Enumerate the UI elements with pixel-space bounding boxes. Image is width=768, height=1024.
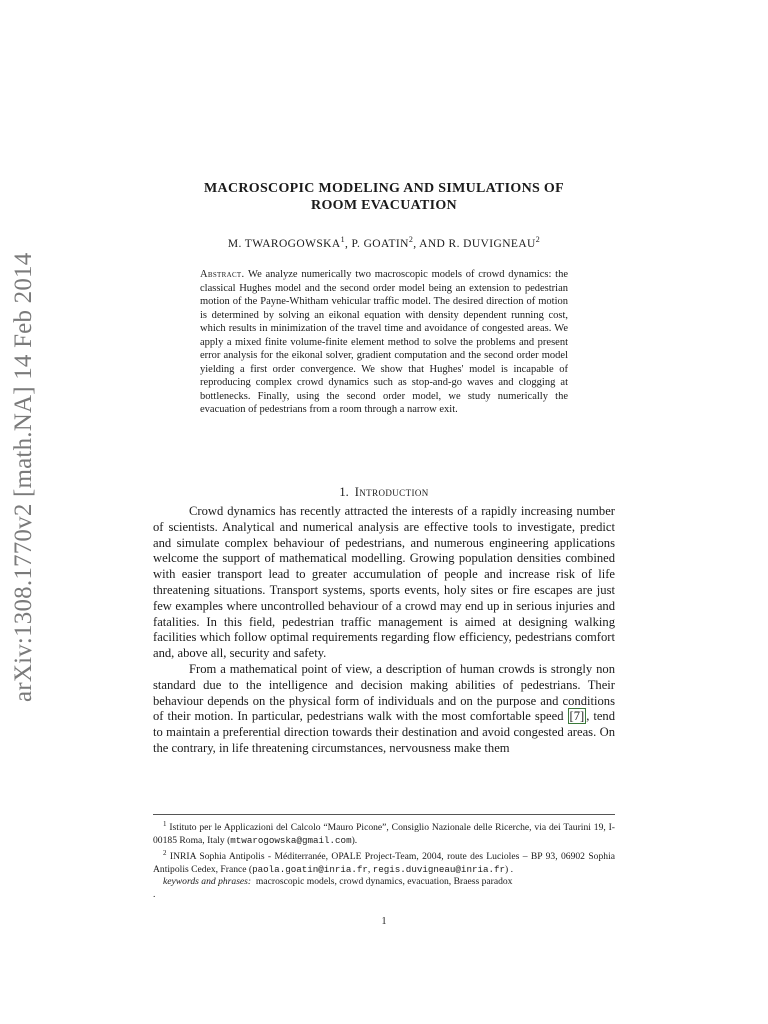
- abstract: [200, 268, 568, 417]
- footnote-1-mark: 1: [163, 820, 167, 828]
- author-3-affiliation-mark: 2: [535, 235, 541, 244]
- paragraph-1: Crowd dynamics has recently attracted the interests of a rapidly increasing number of scientists. Analytical and numerical analysis are effective tools to investigate, predict and simulate complex behaviour of pedestrians, and numerous engineering applications welcome the support of mathematical modelling. Growing population densities combined with easier transport lead to greater accumulation of people and increase risk of life threatening situations. Transport systems, sports events, holy sites or fire escapes are just few examples where uncontrolled behaviour of a crowd may end up in serious injuries and fatalities. In this field, pedestrian traffic management is aimed at designing walking facilities which follow optimal requirements regarding flow efficiency, pedestrians comfort and, above all, security and safety.: [153, 504, 615, 661]
- author-3: R. DUVIGNEAU: [448, 237, 536, 250]
- section-name: Introduction: [354, 485, 429, 499]
- author-2-affiliation-mark: 2: [408, 235, 414, 244]
- paragraph-2: [153, 662, 615, 757]
- footnote-2: [153, 847, 615, 876]
- footnote-1-text: Istituto per le Applicazioni del Calcolo “Mauro Picone”, Consiglio Nazionale delle Ricerche, via dei Taurini 19, I-00185 Roma, Italy (: [153, 822, 616, 846]
- citation-link[interactable]: [7]: [569, 709, 585, 724]
- footnote-1-end: ).: [351, 834, 358, 846]
- author-separator-and: , AND: [413, 237, 449, 250]
- footnote-2-separator: ,: [367, 863, 373, 875]
- footnote-1: [153, 818, 615, 847]
- author-1-affiliation-mark: 1: [340, 235, 345, 244]
- arxiv-identifier-stamp: arXiv:1308.1770v2 [math.NA] 14 Feb 2014: [10, 252, 37, 702]
- footnote-2-email-2: regis.duvigneau@inria.fr: [372, 863, 506, 875]
- author-1: M. TWAROGOWSKA: [227, 237, 341, 250]
- footnote-1-email: mtwarogowska@gmail.com: [230, 834, 352, 846]
- abstract-label: Abstract.: [200, 269, 245, 280]
- footnote-2-mark: 2: [163, 849, 167, 857]
- author-separator: ,: [344, 237, 352, 250]
- keywords-label: keywords and phrases:: [163, 876, 252, 887]
- footnote-2-end: ) .: [505, 863, 514, 875]
- author-2: P. GOATIN: [351, 237, 409, 250]
- abstract-text: We analyze numerically two macroscopic models of crowd dynamics: the classical Hughes model and the second order model being an extension to pedestrian motion of the Payne-Whitham vehicular traffic model. The desired direction of motion is determined by solving an eikonal equation with density dependent running cost, which results in minimization of the travel time and avoidance of congested areas. We apply a mixed finite volume-finite element method to solve the problems and present error analysis for the eikonal solver, gradient computation and the second order model yielding a first order convergence. We show that Hughes' model is incapable of reproducing complex crowd dynamics such as stop-and-go waves and clogging at bottlenecks. Finally, using the second order model, we study numerically the evacuation of pedestrians from a room through a narrow exit.: [200, 269, 568, 415]
- paper-title: [150, 180, 618, 214]
- paragraph-2-text-after-citation: , tend to maintain a preferential direction towards their destination and avoid congested areas. On the contrary, in life threatening circumstances, nervousness make them: [153, 709, 616, 755]
- page-number: 1: [381, 916, 387, 927]
- footnotes: [153, 814, 615, 902]
- section-number: 1.: [339, 485, 349, 499]
- paragraph-2-text-before-citation: From a mathematical point of view, a description of human crowds is strongly non standard due to the intelligence and decision making abilities of pedestrians. Their behaviour depends on the physical form of individuals and on the purpose and conditions of their motion. In particular, pedestrians walk with the most comfortable speed: [153, 661, 615, 724]
- title-line-2: ROOM EVACUATION: [311, 198, 457, 213]
- footnote-2-text: INRIA Sophia Antipolis - Méditerranée, OPALE Project-Team, 2004, route des Lucioles – BP 93, 06902 Sophia Antipolis Cedex, France (: [153, 851, 615, 875]
- author-list: [150, 235, 618, 250]
- section-heading: [150, 485, 618, 500]
- footnote-2-email-1: paola.goatin@inria.fr: [252, 863, 368, 875]
- trailing-period: .: [153, 889, 156, 901]
- keywords-line: [153, 876, 615, 888]
- keywords-text: macroscopic models, crowd dynamics, evacuation, Braess paradox: [255, 876, 513, 887]
- title-line-1: MACROSCOPIC MODELING AND SIMULATIONS OF: [204, 181, 564, 196]
- body-text: [153, 504, 615, 757]
